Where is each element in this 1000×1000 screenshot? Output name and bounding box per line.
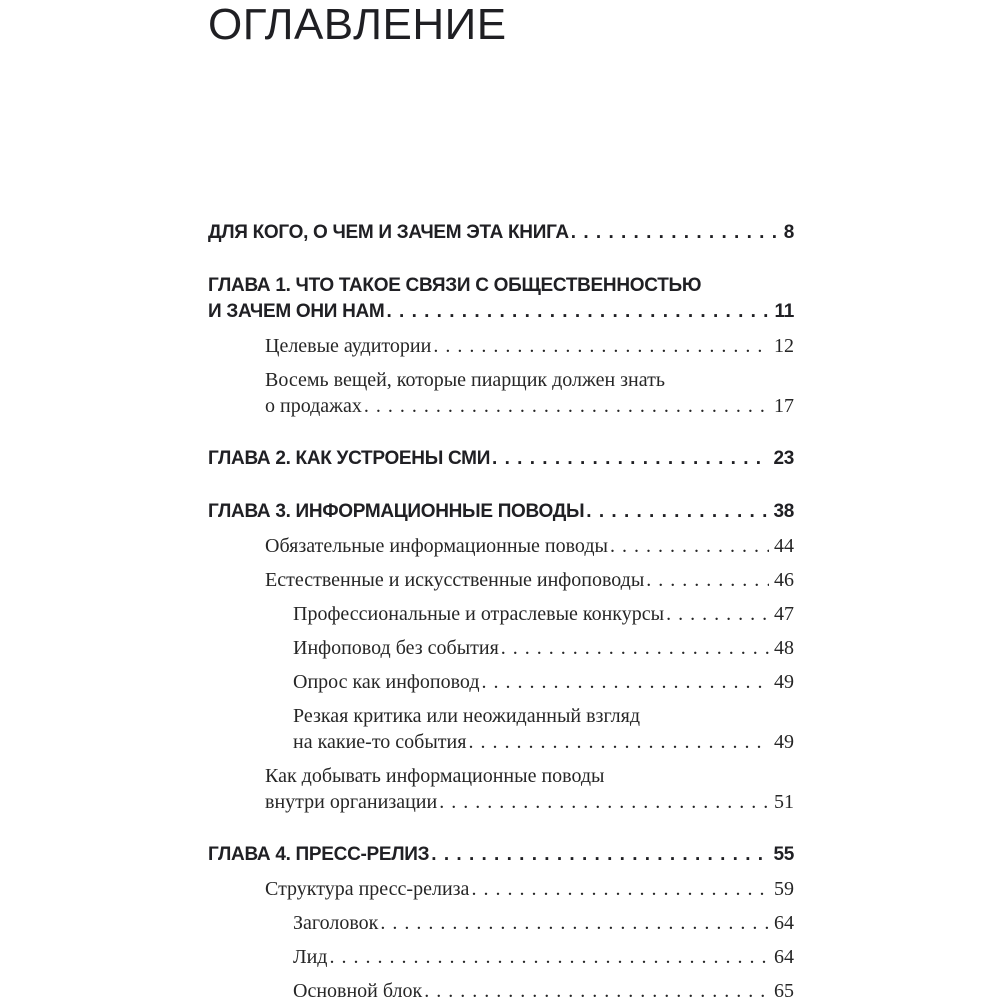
page-number: 44: [774, 535, 794, 557]
page-number: 11: [774, 301, 794, 322]
toc-entry-text: Естественные и искусственные инфоповоды: [265, 569, 645, 591]
page-number: 48: [774, 637, 794, 659]
dot-leader: [482, 669, 769, 695]
toc-entry-text: ГЛАВА 4. ПРЕСС-РЕЛИЗ: [208, 844, 430, 865]
toc-entry-text: Профессиональные и отраслевые конкурсы: [293, 603, 665, 625]
page-number: 46: [774, 569, 794, 591]
toc-entry: [208, 842, 794, 868]
page-number: 59: [774, 878, 794, 900]
toc-entry-lastline: [293, 978, 794, 1000]
toc-entry: [208, 978, 794, 1000]
toc-entry-lastline: [265, 876, 794, 902]
toc-entry-lastline: [208, 499, 794, 525]
toc-entry-lastline: [293, 601, 794, 627]
page-number: 47: [774, 603, 794, 625]
toc-entry: [208, 635, 794, 661]
toc-entry-lastline: [208, 299, 794, 325]
toc-entry: [208, 669, 794, 695]
toc-entry-lastline: [265, 393, 794, 419]
dot-leader: [586, 499, 768, 525]
toc-entry-text: Инфоповод без события: [293, 637, 499, 659]
toc-entry-text: Опрос как инфоповод: [293, 671, 480, 693]
toc-entry-line: Восемь вещей, которые пиарщик должен знать: [265, 369, 665, 391]
toc-entry-lastline: [293, 944, 794, 970]
toc-entry-text: на какие-то события: [293, 731, 467, 753]
toc-entry: [208, 944, 794, 970]
toc-entry-text: ГЛАВА 3. ИНФОРМАЦИОННЫЕ ПОВОДЫ: [208, 501, 585, 522]
toc-entry-line: Как добывать информационные поводы: [265, 765, 605, 787]
toc-entry-lastline: [293, 729, 794, 755]
toc-entry-text: Заголовок: [293, 912, 379, 934]
toc-entry: [208, 446, 794, 472]
toc-entry: [208, 367, 794, 419]
toc-entry-lastline: [265, 789, 794, 815]
toc-entry-lastline: [293, 669, 794, 695]
toc-entry-text: ГЛАВА 2. КАК УСТРОЕНЫ СМИ: [208, 448, 491, 469]
page-number: 55: [773, 844, 794, 865]
dot-leader: [471, 876, 769, 902]
toc-entry-text: Структура пресс-релиза: [265, 878, 470, 900]
dot-leader: [646, 567, 769, 593]
toc-entry-lastline: [265, 567, 794, 593]
page-number: 23: [773, 448, 794, 469]
dot-leader: [571, 220, 779, 246]
dot-leader: [439, 789, 769, 815]
toc-entry-lastline: [265, 533, 794, 559]
toc-entry-text: Целевые аудитории: [265, 335, 432, 357]
dot-leader: [433, 333, 769, 359]
toc-entry-text: внутри организации: [265, 791, 438, 813]
toc-entry-text: Лид: [293, 946, 328, 968]
toc-entry-lastline: [208, 842, 794, 868]
toc-entry: [208, 499, 794, 525]
page-number: 49: [774, 731, 794, 753]
toc-entry-lastline: [265, 333, 794, 359]
page-number: 49: [774, 671, 794, 693]
toc-entry: [208, 273, 794, 325]
dot-leader: [468, 729, 769, 755]
toc-entry-text: Обязательные информационные поводы: [265, 535, 608, 557]
dot-leader: [501, 635, 769, 661]
page-number: 65: [774, 980, 794, 1000]
page-number: 8: [783, 222, 794, 243]
dot-leader: [329, 944, 769, 970]
toc-entry: [208, 567, 794, 593]
dot-leader: [666, 601, 769, 627]
page-number: 38: [773, 501, 794, 522]
dot-leader: [610, 533, 769, 559]
toc-entry: [208, 703, 794, 755]
dot-leader: [364, 393, 769, 419]
toc-entry: [208, 333, 794, 359]
toc-entry-text: ДЛЯ КОГО, О ЧЕМ И ЗАЧЕМ ЭТА КНИГА: [208, 222, 569, 243]
dot-leader: [380, 910, 769, 936]
toc-entry: [208, 601, 794, 627]
toc-entry: [208, 910, 794, 936]
toc-entry-text: Основной блок: [293, 980, 423, 1000]
toc-entry: [208, 763, 794, 815]
page-number: 64: [774, 946, 794, 968]
dot-leader: [492, 446, 768, 472]
toc-entry-lastline: [293, 635, 794, 661]
dot-leader: [424, 978, 769, 1000]
page-number: 12: [774, 335, 794, 357]
toc-entry-text: И ЗАЧЕМ ОНИ НАМ: [208, 301, 385, 322]
toc-entry: [208, 220, 794, 246]
toc-entry: [208, 533, 794, 559]
toc-entry: [208, 876, 794, 902]
toc-content: [208, 2, 794, 1000]
toc-entry-line: Резкая критика или неожиданный взгляд: [293, 705, 641, 727]
toc-entry-text: о продажах: [265, 395, 362, 417]
page-number: 51: [774, 791, 794, 813]
page-title: ОГЛАВЛЕНИЕ: [208, 0, 507, 49]
dot-leader: [431, 842, 768, 868]
toc-entry-line: ГЛАВА 1. ЧТО ТАКОЕ СВЯЗИ С ОБЩЕСТВЕННОСТЬЮ: [208, 275, 702, 296]
toc-entry-lastline: [293, 910, 794, 936]
toc-entry-lastline: [208, 220, 794, 246]
dot-leader: [386, 299, 769, 325]
page-number: 64: [774, 912, 794, 934]
toc-entry-lastline: [208, 446, 794, 472]
page-number: 17: [774, 395, 794, 417]
toc-list: [208, 220, 794, 1000]
